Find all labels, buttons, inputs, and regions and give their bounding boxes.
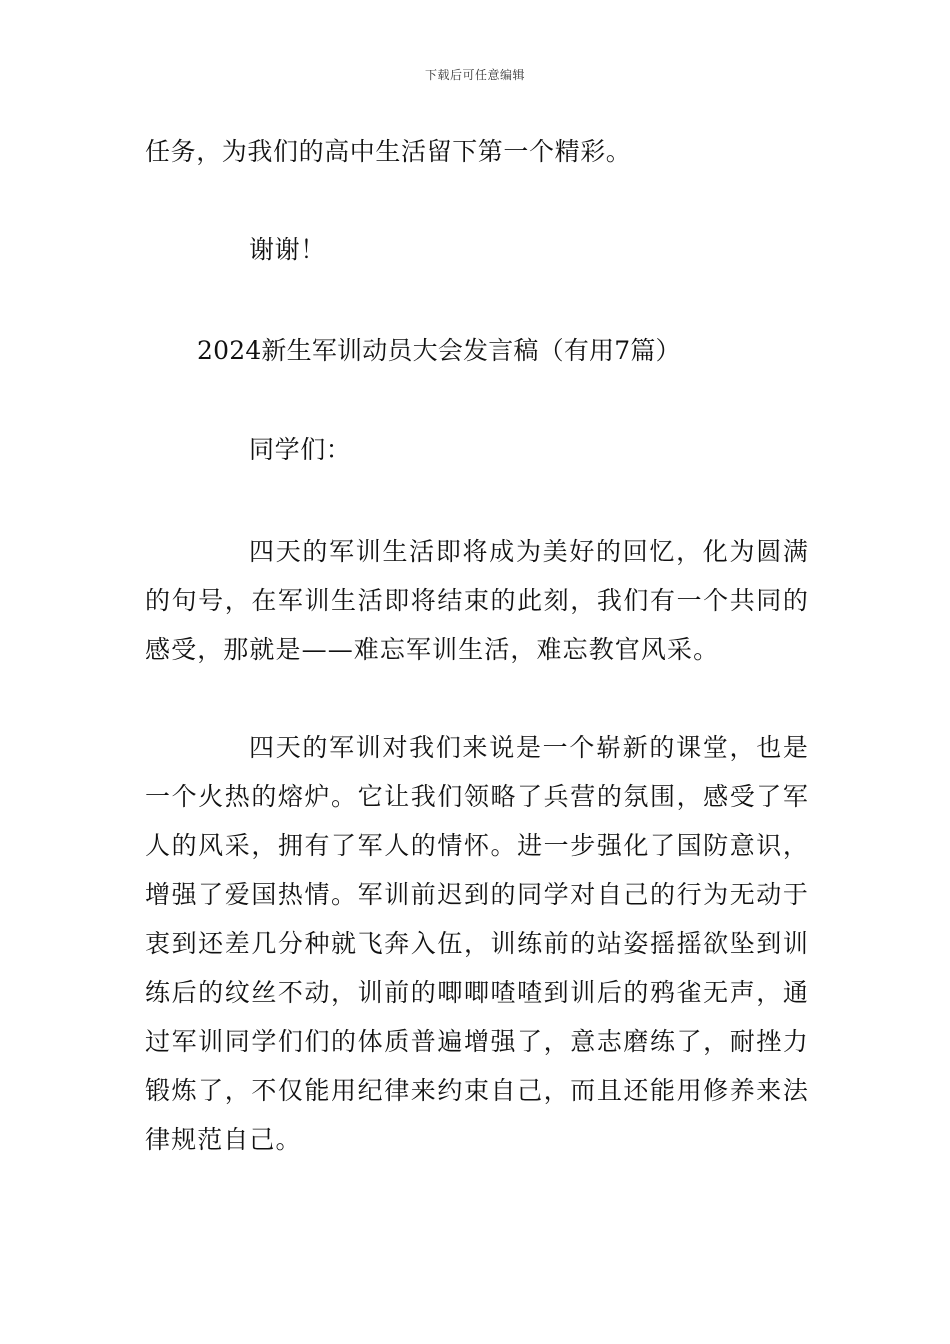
thanks-line: 谢谢！ xyxy=(249,235,326,264)
article-title: 2024新生军训动员大会发言稿（有用7篇） xyxy=(197,336,681,365)
paragraph-2: 四天的军训对我们来说是一个崭新的课堂，也是一个火热的熔炉。它让我们领略了兵营的氛围，感受了军人的风采，拥有了军人的情怀。进一步强化了国防意识，增强了爱国热情。军训前迟到的同学对自己的行为无动于衷到还差几分种就飞奔入伍，训练前的站姿摇摇欲坠到训练后的纹丝不动，训前的唧唧喳喳到训后的鸦雀无声，通过军训同学们们的体质普遍增强了，意志磨练了，耐挫力锻炼了，不仅能用纪律来约束自己，而且还能用修养来法律规范自己。 xyxy=(145,733,809,1154)
paragraph-1: 四天的军训生活即将成为美好的回忆，化为圆满的句号，在军训生活即将结束的此刻，我们有一个共同的感受，那就是——难忘军训生活，难忘教官风采。 xyxy=(145,537,809,664)
continuation-line: 任务，为我们的高中生活留下第一个精彩。 xyxy=(145,137,632,166)
greeting-line: 同学们： xyxy=(249,435,352,464)
page-header-note: 下载后可任意编辑 xyxy=(424,68,525,82)
